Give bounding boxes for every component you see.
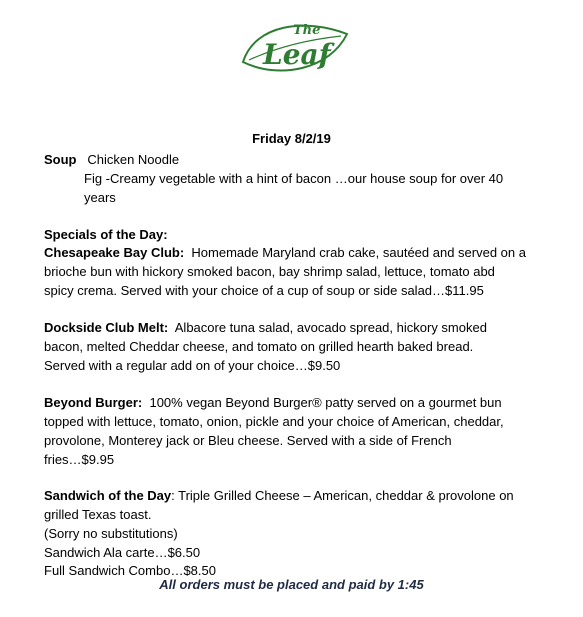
soup-line xyxy=(44,150,564,169)
soup-item-1: Chicken Noodle xyxy=(87,152,180,167)
special-item xyxy=(44,318,564,337)
the-leaf-logo xyxy=(235,14,355,84)
order-deadline-note: All orders must be placed and paid by 1:45 xyxy=(159,577,424,592)
special-desc: provolone, Monterey jack or Bleu cheese. Served with a side of French xyxy=(44,433,452,448)
special-desc: Homemade Maryland crab cake, sautéed and served on a xyxy=(191,245,526,260)
sandwich-price-combo: Full Sandwich Combo…$8.50 xyxy=(44,563,216,578)
soup-label: Soup xyxy=(44,152,77,167)
sandwich-note: (Sorry no substitutions) xyxy=(44,526,178,541)
special-desc: brioche bun with hickory smoked bacon, bay shrimp salad, lettuce, tomato abd xyxy=(44,264,495,279)
sandwich-name: Sandwich of the Day xyxy=(44,488,172,503)
leaf-logo-icon xyxy=(235,14,355,84)
special-item xyxy=(44,393,564,412)
sandwich-item xyxy=(44,486,564,505)
soup-item-2-cont: years xyxy=(84,190,116,205)
special-desc: Albacore tuna salad, avocado spread, hickory smoked xyxy=(174,320,487,335)
svg-text:The: The xyxy=(293,23,321,38)
special-desc: bacon, melted Cheddar cheese, and tomato on grilled hearth baked bread. xyxy=(44,339,474,354)
special-desc: spicy crema. Served with your choice of a cup of soup or side salad…$11.95 xyxy=(44,283,484,298)
soup-item-2: Fig -Creamy vegetable with a hint of bacon …our house soup for over 40 xyxy=(84,171,504,186)
svg-text:Leaf: Leaf xyxy=(263,38,331,71)
specials-heading: Specials of the Day: xyxy=(44,227,168,242)
special-name: Beyond Burger: xyxy=(44,395,143,410)
sandwich-desc: : Triple Grilled Cheese – American, cheddar & provolone on xyxy=(171,488,514,503)
sandwich-price-alacarte: Sandwich Ala carte…$6.50 xyxy=(44,545,201,560)
special-desc: Served with a regular add on of your choice…$9.50 xyxy=(44,358,341,373)
special-name: Dockside Club Melt: xyxy=(44,320,169,335)
special-desc: topped with lettuce, tomato, onion, pickle and your choice of American, cheddar, xyxy=(44,414,504,429)
special-desc: fries…$9.95 xyxy=(44,452,115,467)
special-desc: 100% vegan Beyond Burger® patty served on a gourmet bun xyxy=(149,395,502,410)
special-item xyxy=(44,243,564,262)
special-name: Chesapeake Bay Club: xyxy=(44,245,185,260)
sandwich-desc: grilled Texas toast. xyxy=(44,507,152,522)
menu-date: Friday 8/2/19 xyxy=(252,131,331,146)
